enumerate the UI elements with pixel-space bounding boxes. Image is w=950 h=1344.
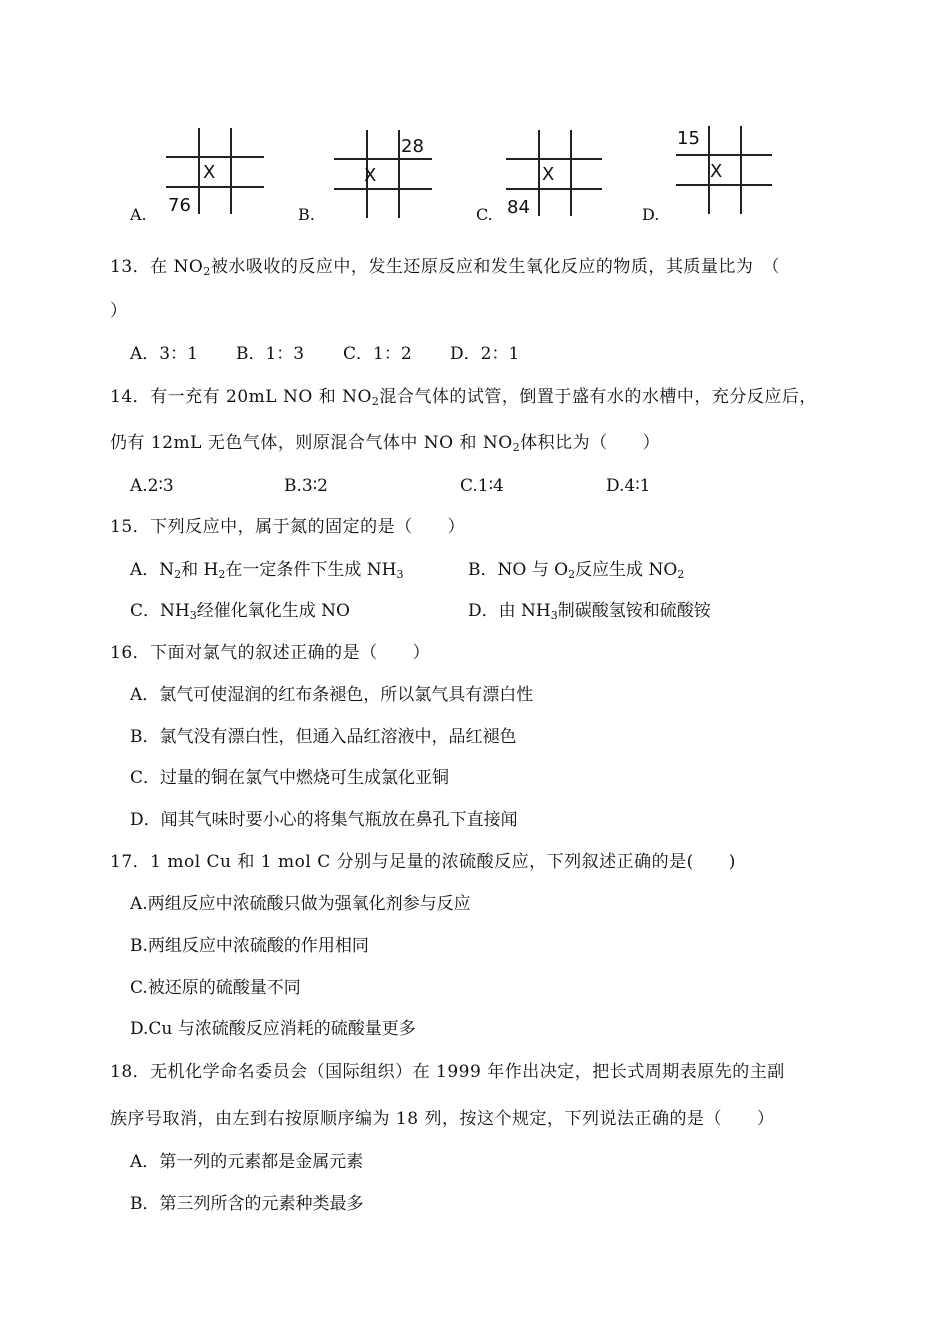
q15-option-a: A．$N_2$和 $H_2$在一定条件下生成 $NH_3$ bbox=[130, 560, 404, 581]
q17-stem: 17．1 mol Cu 和 1 mol C 分别与足量的浓硫酸反应，下列叙述正确的是( ) bbox=[110, 852, 736, 872]
q18-option-b: B．第三列所含的元素种类最多 bbox=[130, 1194, 364, 1214]
q17-option-d: D.Cu 与浓硫酸反应消耗的硫酸量更多 bbox=[130, 1019, 416, 1039]
figure-c-number: 84 bbox=[507, 197, 530, 218]
q16-option-a: A．氯气可使湿润的红布条褪色，所以氯气具有漂白性 bbox=[130, 685, 534, 705]
q14-option-b: B.3∶2 bbox=[284, 476, 328, 496]
q14-option-d: D.4∶1 bbox=[606, 476, 651, 496]
figure-d-letter: D. bbox=[642, 205, 660, 224]
q15-option-c: C．$NH_3$经催化氧化生成 NO bbox=[130, 601, 350, 622]
figure-c-letter: C. bbox=[476, 205, 493, 224]
q14-stem-line2: 仍有 12mL 无色气体，则原混合气体中 NO 和 $NO_2$体积比为（ ） bbox=[110, 433, 661, 454]
q16-stem: 16．下面对氯气的叙述正确的是（ ） bbox=[110, 643, 431, 663]
q16-option-d: D．闻其气味时要小心的将集气瓶放在鼻孔下直接闻 bbox=[130, 810, 518, 830]
q18-option-a: A．第一列的元素都是金属元素 bbox=[130, 1152, 364, 1172]
q14-option-a: A.2∶3 bbox=[130, 476, 174, 496]
q13-option-b: B．1：3 bbox=[236, 344, 305, 364]
figure-a-letter: A. bbox=[130, 205, 147, 224]
q17-option-c: C.被还原的硫酸量不同 bbox=[130, 978, 301, 998]
figure-a-grid bbox=[166, 128, 266, 218]
figure-b-letter: B. bbox=[298, 205, 315, 224]
q17-option-b: B.两组反应中浓硫酸的作用相同 bbox=[130, 936, 369, 956]
q15-option-d: D．由 $NH_3$制碳酸氢铵和硫酸铵 bbox=[468, 601, 711, 622]
q16-option-b: B．氯气没有漂白性，但通入品红溶液中，品红褪色 bbox=[130, 727, 517, 747]
q13-stem-cont: ） bbox=[110, 301, 128, 321]
figure-d-x-mark: X bbox=[710, 161, 723, 182]
q13-option-c: C．1：2 bbox=[343, 344, 412, 364]
figure-d-grid bbox=[676, 126, 776, 216]
q18-stem-line1: 18．无机化学命名委员会（国际组织）在 1999 年作出决定，把长式周期表原先的主副 bbox=[110, 1062, 785, 1082]
q15-stem: 15．下列反应中，属于氮的固定的是（ ） bbox=[110, 517, 466, 537]
figure-b-number: 28 bbox=[401, 136, 424, 157]
figure-c-x-mark: X bbox=[542, 164, 555, 185]
q18-stem-line2: 族序号取消，由左到右按原顺序编为 18 列，按这个规定，下列说法正确的是（ ） bbox=[110, 1109, 775, 1129]
figure-b-x-mark: X bbox=[364, 165, 377, 186]
figure-a-number: 76 bbox=[168, 195, 191, 216]
figure-b-grid bbox=[334, 130, 434, 220]
q16-option-c: C．过量的铜在氯气中燃烧可生成氯化亚铜 bbox=[130, 768, 450, 788]
q13-stem: 13．在 $NO_2$被水吸收的反应中，发生还原反应和发生氧化反应的物质，其质量比为 （ bbox=[110, 257, 780, 278]
q13-option-d: D．2：1 bbox=[450, 344, 520, 364]
q15-option-b: B．NO 与 $O_2$反应生成 $NO_2$ bbox=[468, 560, 685, 581]
figure-d-number: 15 bbox=[677, 128, 700, 149]
q14-option-c: C.1∶4 bbox=[460, 476, 504, 496]
q17-option-a: A.两组反应中浓硫酸只做为强氧化剂参与反应 bbox=[130, 894, 471, 914]
q13-option-a: A．3：1 bbox=[130, 344, 198, 364]
figure-a-x-mark: X bbox=[203, 162, 216, 183]
q14-stem-line1: 14．有一充有 20mL NO 和 $NO_2$混合气体的试管，倒置于盛有水的水槽中，充分反应后， bbox=[110, 387, 817, 408]
figure-c-grid bbox=[506, 130, 606, 220]
